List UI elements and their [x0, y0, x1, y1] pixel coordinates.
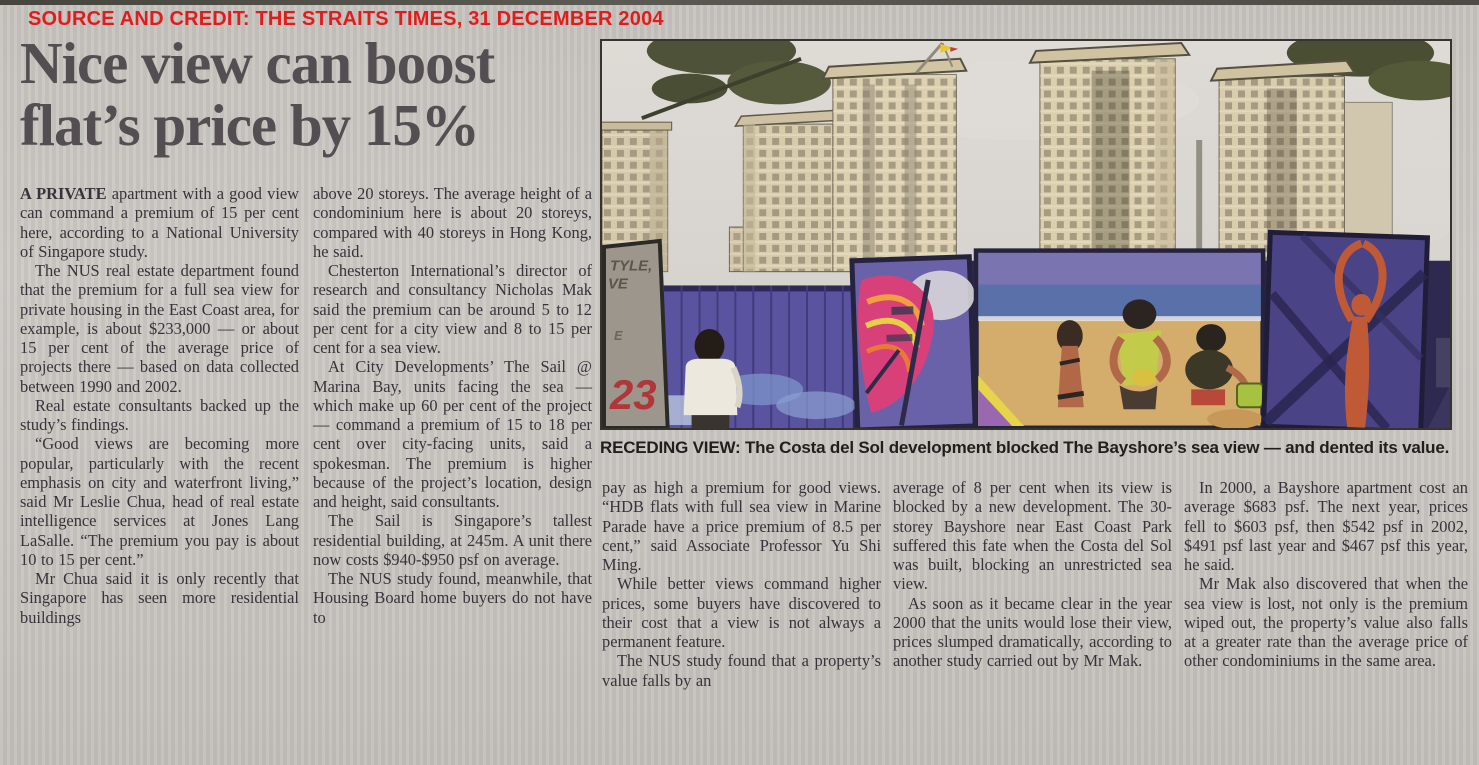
sign-text-2: VE — [607, 276, 628, 293]
billboard-windsurfer — [852, 257, 979, 428]
sign-text-1: TYLE, — [609, 258, 653, 275]
billboard-beach-scene — [976, 251, 1263, 428]
paragraph-text: apartment with a good view can command a premium of 15 per cent here, according to a National University of Singapore study. — [20, 184, 299, 261]
paragraph: As soon as it became clear in the year 2000 that the units would lose their view, prices slumped dramatically, according to another study carried out by Mr Mak. — [893, 593, 1172, 671]
paragraph: pay as high a premium for good views. “HDB flats with full sea view in Marine Parade have a price premium of 8.5 per cent,” said Associate Professor Yu Shi Ming. — [602, 478, 881, 574]
tower — [1030, 43, 1189, 272]
photo-illustration — [602, 41, 1450, 428]
paragraph: The Sail is Singapore’s tallest residential building, at 245m. A unit there now costs $940-$950 psf on average. — [313, 511, 592, 569]
tower — [735, 110, 841, 271]
tower — [823, 59, 966, 272]
site-sign — [604, 241, 668, 428]
article-column-4 — [893, 478, 1172, 765]
paragraph: Mr Mak also discovered that when the sea view is lost, not only is the premium wiped out, the property’s value also falls at a greater rate than the average price of other condominiums in the same area. — [1184, 574, 1468, 671]
paragraph: The NUS real estate department found that the premium for a full sea view for private housing in the East Coast area, for example, is about $233,000 — or about 15 per cent of the average price of projects there — based on data collected between 1990 and 2002. — [20, 261, 299, 396]
paragraph: At City Developments’ The Sail @ Marina Bay, units facing the sea — which make up 60 per cent of the project — command a premium of 15 to 18 per cent over city-facing units, said a spokesman. The premium is higher because of the project’s location, design and height, said consultants. — [313, 357, 592, 511]
paragraph: above 20 storeys. The average height of a condominium here is about 20 storeys, compared with 40 storeys in Hong Kong, he said. — [313, 184, 592, 261]
article-column-2 — [313, 184, 592, 627]
billboard-stretching-figure — [1264, 232, 1428, 428]
paragraph: In 2000, a Bayshore apartment cost an average $683 psf. The next year, prices fell to $603 psf, then $542 psf in 2002, $491 psf last year and $467 psf this year, he said. — [1184, 478, 1468, 574]
headline-line-2: flat’s price by 15% — [20, 92, 479, 158]
article-column-1 — [20, 184, 299, 627]
paragraph: The NUS study found that a property’s value falls by an — [602, 651, 881, 690]
paragraph: The NUS study found, meanwhile, that Housing Board home buyers do not have to — [313, 569, 592, 627]
lede-bold: A PRIVATE — [20, 184, 107, 203]
sign-number: 23 — [609, 371, 657, 419]
article-column-5 — [1184, 478, 1468, 765]
paragraph — [20, 184, 299, 261]
paragraph: average of 8 per cent when its view is blocked by a new development. The 30-storey Bayshore near East Coast Park suffered this fate when the Costa del Sol was built, blocking an unrestricted sea view. — [893, 478, 1172, 594]
article-headline — [20, 32, 600, 156]
headline-line-1: Nice view can boost — [20, 30, 495, 96]
article-photo — [600, 39, 1452, 430]
paragraph: “Good views are becoming more popular, particularly with the recent emphasis on city and waterfront living,” said Mr Leslie Chua, head of real estate intelligence services at Jones Lang LaSalle. “The premium you pay is about 10 to 15 per cent.” — [20, 434, 299, 569]
sign-text-3: E — [613, 327, 623, 343]
paragraph: Chesterton International’s director of research and consultancy Nicholas Mak said the premium can be around 5 to 12 per cent for a city view and 8 to 15 per cent for a sea view. — [313, 261, 592, 357]
paragraph: Mr Chua said it is only recently that Singapore has seen more residential buildings — [20, 569, 299, 627]
paragraph: While better views command higher prices, some buyers have discovered to their cost that a view is not always a permanent feature. — [602, 574, 881, 651]
paragraph: Real estate consultants backed up the study’s findings. — [20, 395, 299, 434]
credit-line: SOURCE AND CREDIT: THE STRAITS TIMES, 31 DECEMBER 2004 — [28, 8, 664, 30]
scan-edge-strip — [0, 0, 1479, 5]
photo-caption: RECEDING VIEW: The Costa del Sol development blocked The Bayshore’s sea view — and dented its value. — [600, 438, 1450, 457]
article-column-3 — [602, 478, 881, 765]
